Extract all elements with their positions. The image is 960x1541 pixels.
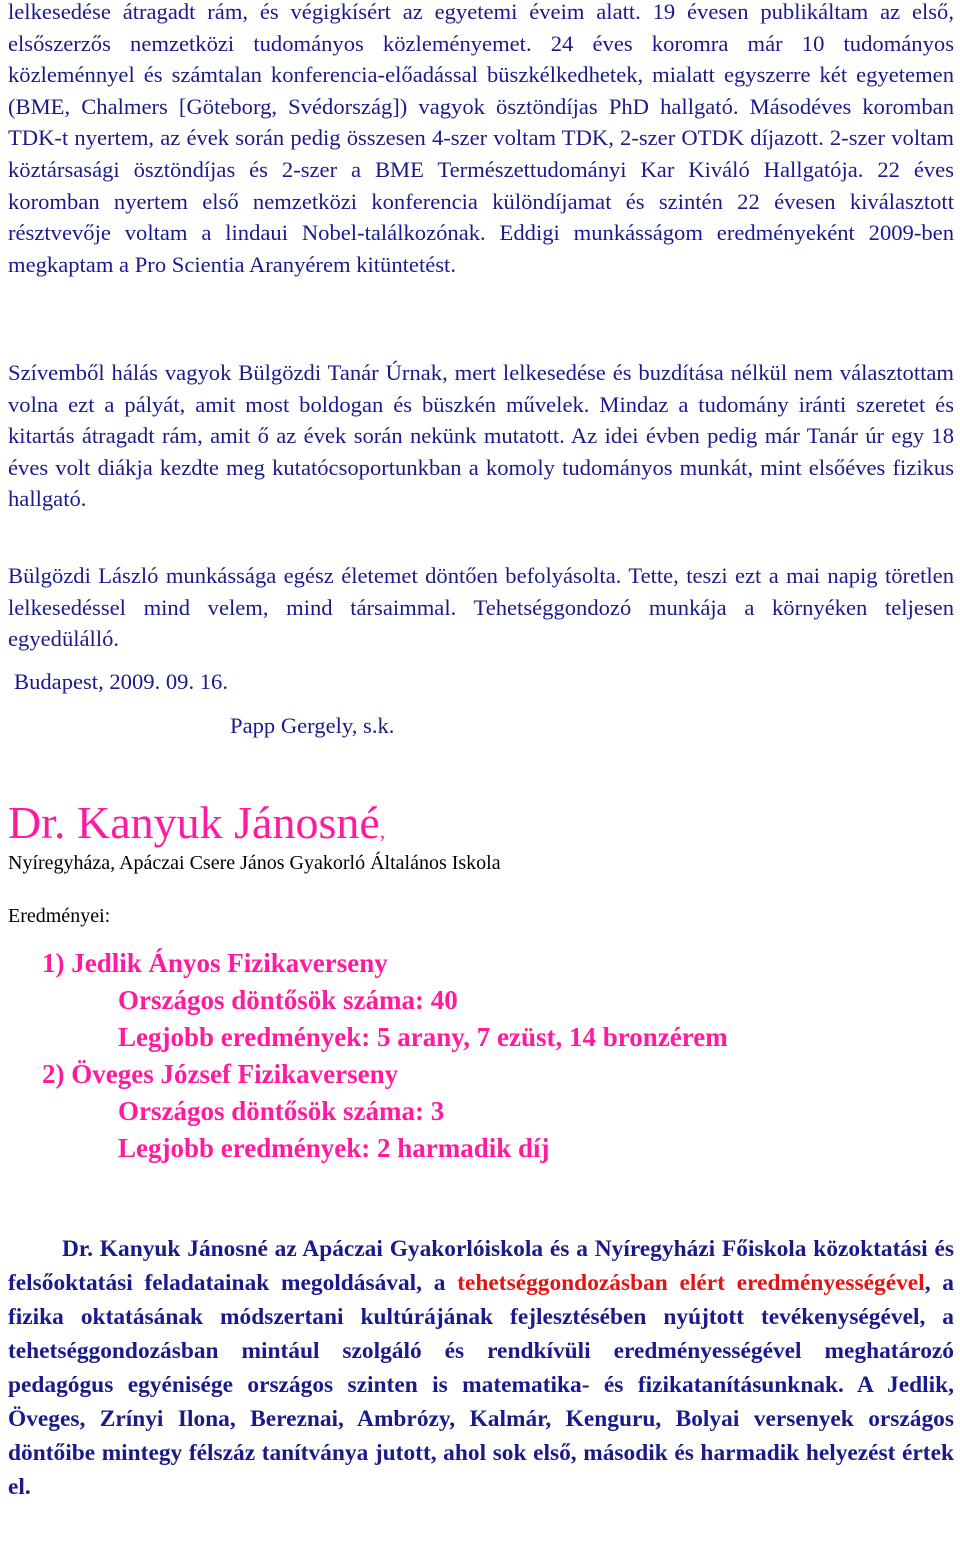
closing-space-1	[668, 1270, 680, 1296]
result-2-finalists: Országos döntősök száma: 3	[118, 1096, 445, 1126]
signature: Papp Gergely, s.k.	[230, 713, 395, 738]
closing-highlight-1: tehetséggondozásban	[457, 1270, 668, 1296]
teacher-school: Nyíregyháza, Apáczai Csere János Gyakorló Általános Iskola	[8, 852, 501, 874]
paragraph-text: Szívemből hálás vagyok Bülgözdi Tanár Úrnak, mert lelkesedése és buzdítása nélkül nem választottam volna ezt a pályát, amit most boldogan és büszkén művelek. Mindaz a tudomány iránti szeretet és kitartás átragadt rám, amit ő az évek során nekünk mutatott. Az idei évben pedig már Tanár úr egy 18 éves volt diákja kezdte meg kutatócsoportunkban a komoly tudományos munkát, mint elsőéves fizikus hallgató.	[8, 360, 954, 512]
closing-text-2: , a fizika oktatásának módszertani kultúrájának fejlesztésében nyújtott tevékenységével, a tehetséggondozásban mintául szolgáló és rendkívüli eredményességével meghatározó pedagógus egyénisége országos szinten is matematika- és fizikatanításunknak. A Jedlik, Öveges, Zrínyi Ilona, Bereznai, Ambrózy, Kalmár, Kenguru, Bolyai versenyek országos döntőibe mintegy félszáz tanítványa jutott, ahol sok első, második és harmadik helyezést értek el.	[8, 1270, 954, 1500]
place-date: Budapest, 2009. 09. 16.	[14, 669, 229, 694]
paragraph-text: Bülgözdi László munkássága egész életemet döntően befolyásolta. Tette, teszi ezt a mai napig töretlen lelkesedéssel mind velem, mind társaimmal. Tehetséggondozó munkája a környéken teljesen egyedülálló.	[8, 563, 954, 652]
closing-space-2	[725, 1270, 737, 1296]
teacher-name: Dr. Kanyuk Jánosné	[8, 797, 380, 848]
teacher-heading	[8, 796, 385, 849]
paragraph-achievements	[8, 0, 954, 280]
result-1-finalists: Országos döntősök száma: 40	[118, 985, 458, 1015]
result-2-best: Legjobb eredmények: 2 harmadik díj	[118, 1133, 550, 1163]
teacher-name-comma: ,	[379, 818, 386, 843]
closing-highlight-2: elért	[679, 1270, 725, 1296]
closing-paragraph	[8, 1232, 954, 1504]
closing-highlight-3: eredményességével	[736, 1270, 925, 1296]
result-1-best: Legjobb eredmények: 5 arany, 7 ezüst, 14 bronzérem	[118, 1022, 728, 1052]
result-1-title: 1) Jedlik Ányos Fizikaverseny	[42, 948, 388, 978]
paragraph-influence	[8, 560, 954, 655]
paragraph-text: lelkesedése átragadt rám, és végigkísért az egyetemi éveim alatt. 19 évesen publikáltam az első, elsőszerzős nemzetközi tudományos közleményemet. 24 éves koromra már 10 tudományos közleménnyel és számtalan konferencia-előadással büszkélkedhetek, mialatt egyszerre két egyetemen (BME, Chalmers [Göteborg, Svédország]) vagyok ösztöndíjas PhD hallgató. Másodéves koromban TDK-t nyertem, az évek során pedig összesen 4-szer voltam TDK, 2-szer OTDK díjazott. 2-szer voltam köztársasági ösztöndíjas és 2-szer a BME Természettudományi Kar Kiváló Hallgatója. 22 éves koromban nyertem első nemzetközi konferencia különdíjamat és szintén 22 évesen kiválasztott résztvevője voltam a lindaui Nobel-találkozónak. Eddigi munkásságom eredményeként 2009-ben megkaptam a Pro Scientia Aranyérem kitüntetést.	[8, 0, 954, 277]
results-label: Eredményei:	[8, 905, 111, 927]
paragraph-gratitude	[8, 357, 954, 515]
closing-text-1: Dr. Kanyuk Jánosné az Apáczai Gyakorlóiskola és a Nyíregyházi Főiskola közoktatási és felsőoktatási feladatainak megoldásával, a	[8, 1236, 954, 1296]
result-2-title: 2) Öveges József Fizikaverseny	[42, 1059, 399, 1089]
